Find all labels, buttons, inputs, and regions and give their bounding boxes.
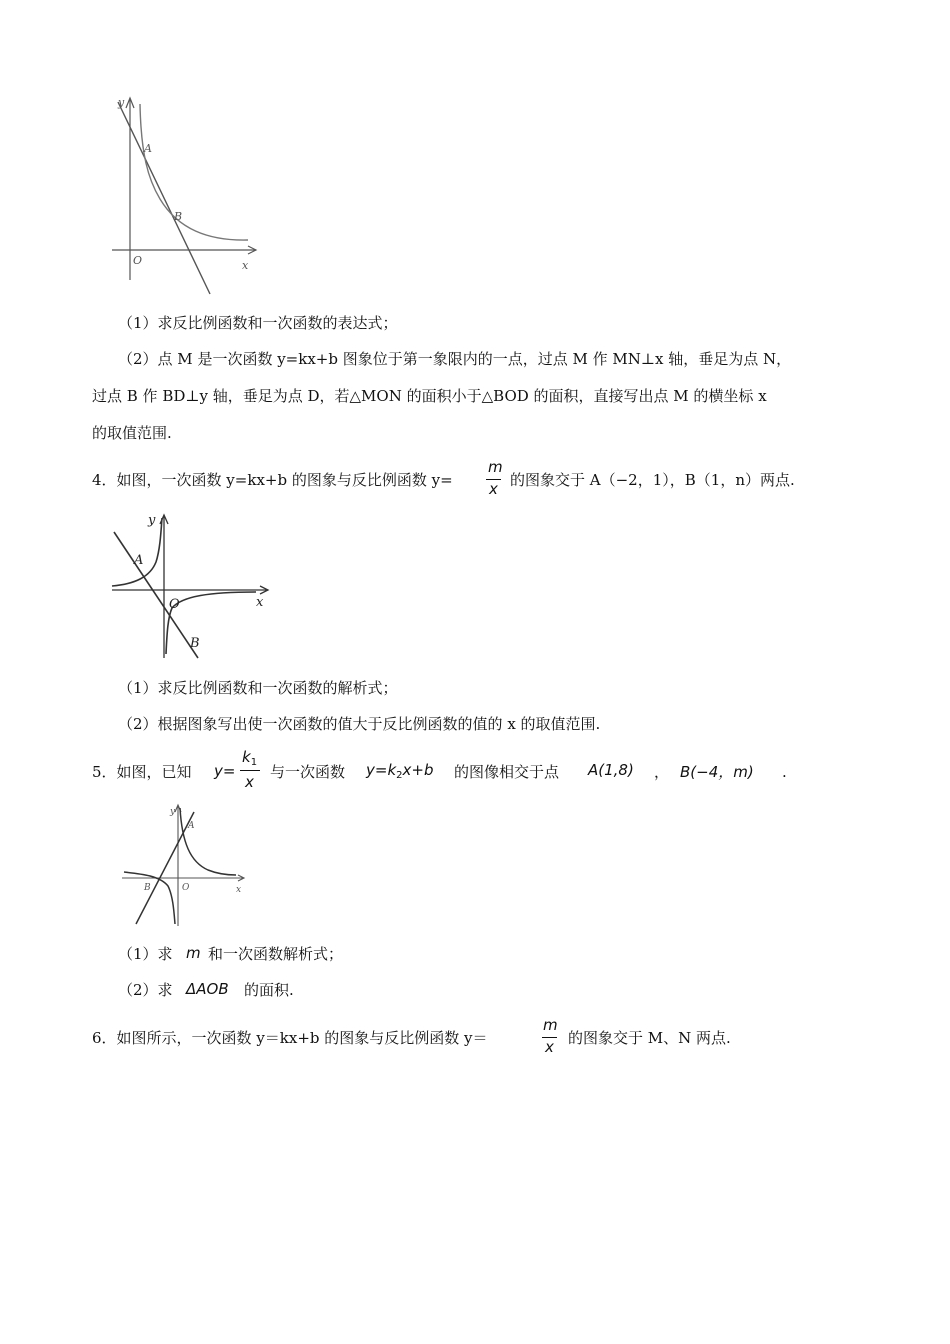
figure-q4-graph (110, 512, 272, 660)
fig3-x-label: x (236, 885, 242, 895)
q6-frac-denominator: x (545, 1038, 554, 1056)
q5-linear-function: $y=k_2x+b$ (366, 761, 434, 781)
fig2-point-b-label: B (190, 636, 200, 651)
fig2-y-label: y (148, 513, 156, 528)
q3-part2-line2: 过点 B 作 BD⊥y 轴，垂足为点 D，若△MON 的面积小于△BOD 的面积，直接写出点 M 的横坐标 x (92, 387, 767, 405)
q4-frac-denominator: x (489, 480, 498, 498)
q4-part2: （2）根据图象写出使一次函数的值大于反比例函数的值的 x 的取值范围. (118, 715, 601, 733)
fig3-point-a-label: A (188, 821, 195, 831)
q4-tail: 的图象交于 A（−2，1），B（1，n）两点. (510, 471, 795, 489)
fig3-origin-label: O (182, 883, 190, 893)
q6-frac-numerator: m (543, 1016, 558, 1034)
fig1-x-label: x (242, 259, 249, 272)
q5-part2-a: （2）求 (118, 981, 173, 999)
q5-frac-bar (240, 770, 260, 771)
q3-part2-line3: 的取值范围. (92, 424, 172, 442)
q5-part1-a: （1）求 (118, 945, 173, 963)
q5-y-equals: y= (214, 762, 236, 780)
q5-part1-m: m (186, 944, 201, 962)
fig2-x-label: x (256, 595, 264, 610)
figure-q3-graph (108, 94, 260, 298)
q5-point-a: A(1,8) (588, 761, 634, 779)
q5-frac-denominator: x (245, 773, 254, 791)
q4-part1: （1）求反比例函数和一次函数的解析式； (118, 679, 398, 697)
fig1-origin-label: O (133, 254, 143, 267)
figure-q5-graph (118, 802, 250, 928)
q3-part2-line1: （2）点 M 是一次函数 y=kx+b 图象位于第一象限内的一点，过点 M 作 MN⊥x 轴，垂足为点 N， (118, 350, 792, 368)
q6-fraction (542, 1016, 558, 1060)
q6-lead: 6．如图所示，一次函数 y＝kx+b 的图象与反比例函数 y＝ (92, 1029, 488, 1047)
q5-mid: 与一次函数 (270, 763, 346, 781)
q5-comma: ， (654, 763, 670, 781)
q5-frac-numerator: $k_1$ (242, 748, 258, 768)
q5-lead: 5．如图，已知 (92, 763, 192, 781)
q5-mid2: 的图像相交于点 (454, 763, 560, 781)
fig3-point-b-label: B (144, 883, 151, 893)
fig1-point-a-label: A (144, 142, 152, 155)
fig2-point-a-label: A (134, 553, 144, 568)
fig3-y-label: y (170, 807, 176, 817)
q5-fraction (240, 748, 260, 794)
q5-part1-b: 和一次函数解析式； (208, 945, 344, 963)
q5-part2-b: 的面积. (244, 981, 294, 999)
q5-point-b: B(−4，m) (680, 763, 754, 781)
q5-end: . (782, 763, 787, 781)
q4-frac-numerator: m (488, 458, 503, 476)
q4-lead: 4．如图，一次函数 y=kx+b 的图象与反比例函数 y= (92, 471, 453, 489)
fig1-y-label: y (118, 96, 125, 109)
q4-fraction (486, 458, 502, 502)
fig2-origin-label: O (169, 597, 180, 612)
q6-tail: 的图象交于 M、N 两点. (568, 1029, 731, 1047)
q3-part1: （1）求反比例函数和一次函数的表达式； (118, 314, 398, 332)
fig1-point-b-label: B (174, 210, 183, 223)
q5-part2-triangle: ΔAOB (186, 980, 229, 998)
